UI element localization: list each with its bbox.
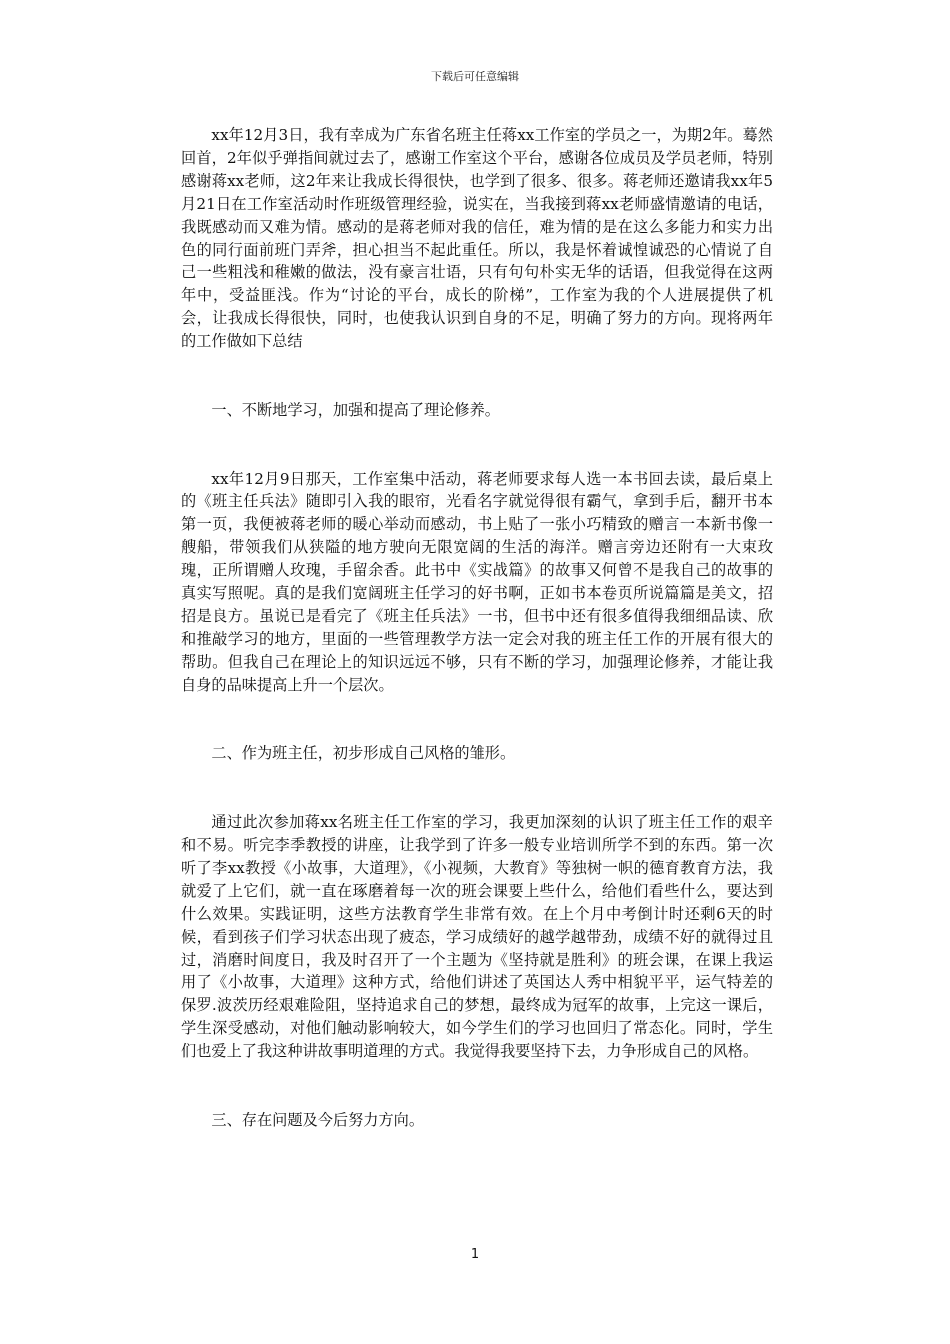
section-heading-2: 二、作为班主任，初步形成自己风格的雏形。 [211,744,516,763]
paragraph-spacer [181,422,773,468]
page-number: 1 [470,1247,480,1262]
paragraph-spacer [181,1063,773,1109]
section-heading-1: 一、不断地学习，加强和提高了理论修养。 [211,400,500,419]
intro-paragraph: xx年12月3日，我有幸成为广东省名班主任蒋xx工作室的学员之一，为期2年。蓦然回首，2年似乎弹指间就过去了，感谢工作室这个平台，感谢各位成员及学员老师，特别感谢蒋xx老师，这2年来让我成长得很快，也学到了很多、很多。蒋老师还邀请我xx年5月21日在工作室活动时作班级管理经验，说实在，当我接到蒋xx老师盛情邀请的电话，我既感动而又难为情。感动的是蒋老师对我的信任，难为情的是在这么多能力和实力出色的同行面前班门弄斧，担心担当不起此重任。所以，我是怀着诚惶诚恐的心情说了自己一些粗浅和稚嫩的做法，没有豪言壮语，只有句句朴实无华的话语，但我觉得在这两年中，受益匪浅。作为“讨论的平台，成长的阶梯”，工作室为我的个人进展提供了机会，让我成长得很快，同时，也使我认识到自身的不足，明确了努力的方向。现将两年的工作做如下总结 [181,126,773,351]
paragraph-spacer [181,697,773,743]
section-2-paragraph: 通过此次参加蒋xx名班主任工作室的学习，我更加深刻的认识了班主任工作的艰辛和不易。听完李季教授的讲座，让我学到了许多一般专业培训所学不到的东西。第一次听了李xx教授《小故事，大道理》，《小视频，大教育》等独树一帜的德育教育方法，我就爱了上它们，就一直在琢磨着每一次的班会课要上些什么，给他们看些什么，要达到什么效果。实践证明，这些方法教育学生非常有效。在上个月中考倒计时还剩6天的时候，看到孩子们学习状态出现了疲态，学习成绩好的越学越带劲，成绩不好的就得过且过，消磨时间度日，我及时召开了一个主题为《坚持就是胜利》的班会课，在课上我运用了《小故事，大道理》这种方式，给他们讲述了英国达人秀中相貌平平，运气特差的保罗.波茨历经艰难险阻，坚持追求自己的梦想，最终成为冠军的故事，上完这一课后，学生深受感动，对他们触动影响较大，如今学生们的学习也回归了常态化。同时，学生们也爱上了我这种讲故事明道理的方式。我觉得我要坚持下去，力争形成自己的风格。 [181,813,773,1061]
paragraph-spacer [181,765,773,811]
paragraph-spacer [181,353,773,399]
document-body [181,124,773,1132]
section-1-paragraph: xx年12月9日那天，工作室集中活动，蒋老师要求每人选一本书回去读，最后桌上的《班主任兵法》随即引入我的眼帘，光看名字就觉得很有霸气，拿到手后，翻开书本第一页，我便被蒋老师的暖心举动而感动，书上贴了一张小巧精致的赠言一本新书像一艘船，带领我们从狭隘的地方驶向无限宽阔的生活的海洋。赠言旁边还附有一大束玫瑰，正所谓赠人玫瑰，手留余香。此书中《实战篇》的故事又何曾不是我自己的故事的真实写照呢。真的是我们宽阔班主任学习的好书啊，正如书本卷页所说篇篇是美文，招招是良方。虽说已是看完了《班主任兵法》一书，但书中还有很多值得我细细品读、欣和推敲学习的地方，里面的一些管理教学方法一定会对我的班主任工作的开展有很大的帮助。但我自己在理论上的知识远远不够，只有不断的学习，加强理论修养，才能让我自身的品味提高上升一个层次。 [181,469,773,694]
page-header: 下载后可任意编辑 [431,70,519,83]
section-heading-3: 三、存在问题及今后努力方向。 [211,1110,425,1129]
